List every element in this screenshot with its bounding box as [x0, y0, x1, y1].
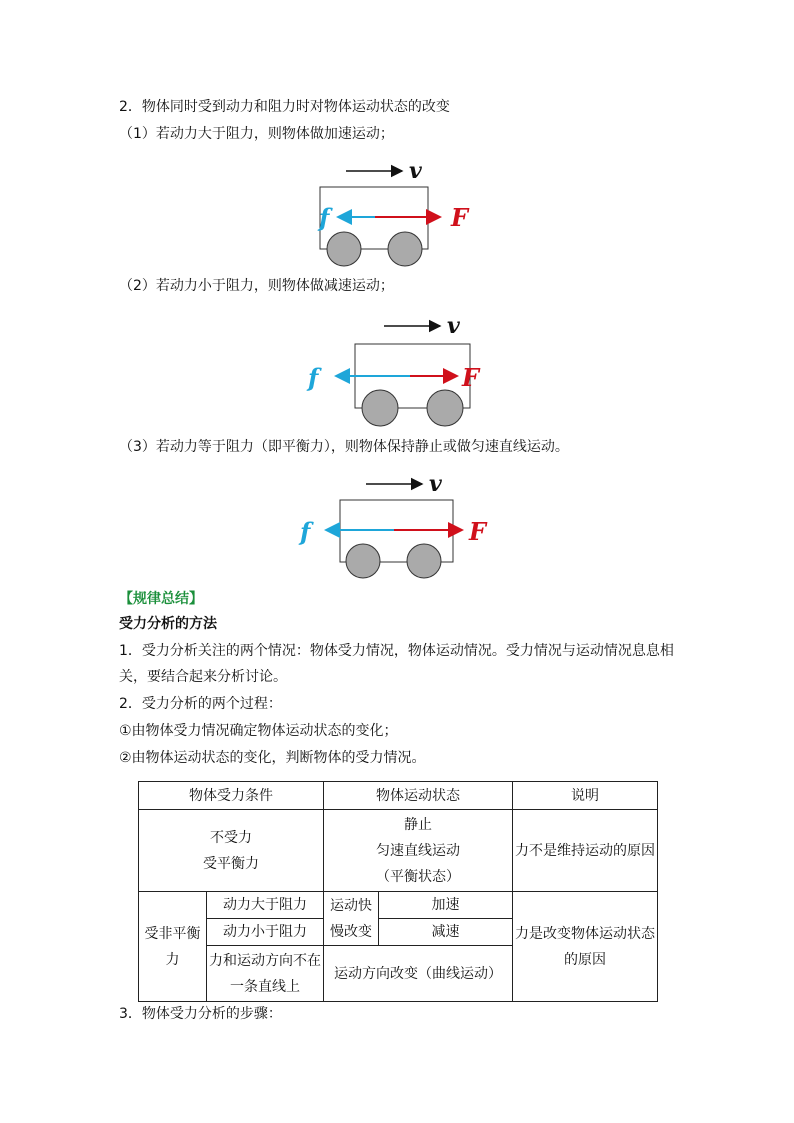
- force-motion-table: [138, 781, 658, 1002]
- case-1-text: （1）若动力大于阻力，则物体做加速运动；: [119, 126, 394, 142]
- header-note: 说明: [513, 782, 658, 810]
- table-row-balanced: [139, 810, 658, 892]
- friction-label: f: [308, 363, 319, 392]
- cond-driving-greater: 动力大于阻力: [207, 892, 324, 919]
- header-state: 物体运动状态: [324, 782, 513, 810]
- table-row-unbalanced-1: [139, 892, 658, 919]
- wheel-right: [388, 232, 422, 266]
- case-2-text: （2）若动力小于阻力，则物体做减速运动；: [119, 278, 394, 294]
- velocity-label: v: [447, 313, 460, 339]
- state-equilibrium: （平衡状态）: [376, 868, 460, 885]
- wheel-left: [327, 232, 361, 266]
- balanced-note-cell: 力不是维持运动的原因: [513, 810, 658, 892]
- friction-label: f: [319, 203, 330, 232]
- state-accelerate: 加速: [379, 892, 513, 919]
- state-rest: 静止: [404, 816, 432, 833]
- driving-force-label: F: [469, 517, 487, 546]
- unbalanced-group-cell: 受非平衡力: [139, 892, 207, 1002]
- friction-label: f: [300, 517, 311, 546]
- cond-not-collinear: 力和运动方向不在一条直线上: [207, 946, 324, 1002]
- summary-point-3: 3．物体受力分析的步骤：: [119, 1006, 282, 1022]
- section-2-title: 2．物体同时受到动力和阻力时对物体运动状态的改变: [119, 99, 450, 115]
- summary-heading: 【规律总结】: [119, 591, 203, 607]
- summary-point-2: 2．受力分析的两个过程：: [119, 696, 282, 712]
- figure-balanced: [300, 472, 500, 584]
- wheel-left: [346, 544, 380, 578]
- state-direction-change: 运动方向改变（曲线运动）: [324, 946, 513, 1002]
- table-header-row: [139, 782, 658, 810]
- velocity-label: v: [429, 471, 442, 497]
- summary-point-1: 1．受力分析关注的两个情况：物体受力情况，物体运动情况。受力情况与运动情况息息相关，要结合起来分析讨论。: [119, 643, 674, 685]
- state-decelerate: 减速: [379, 919, 513, 946]
- state-uniform-motion: 匀速直线运动: [376, 842, 460, 859]
- unbalanced-note-cell: 力是改变物体运动状态的原因: [513, 892, 658, 1002]
- figure-accelerating: [300, 155, 500, 270]
- summary-subheading: 受力分析的方法: [119, 616, 217, 632]
- velocity-label: v: [409, 158, 422, 184]
- wheel-right: [427, 390, 463, 426]
- balanced-condition-cell: [139, 810, 324, 892]
- figure-decelerating: [300, 312, 500, 432]
- balanced-state-cell: [324, 810, 513, 892]
- summary-point-2a: ①由物体受力情况确定物体运动状态的变化；: [119, 723, 398, 739]
- condition-balanced-force: 受平衡力: [203, 855, 259, 872]
- speed-change-cell: 运动快慢改变: [324, 892, 379, 946]
- wheel-right: [407, 544, 441, 578]
- header-condition: 物体受力条件: [139, 782, 324, 810]
- wheel-left: [362, 390, 398, 426]
- driving-force-label: F: [462, 363, 480, 392]
- summary-point-2b: ②由物体运动状态的变化，判断物体的受力情况。: [119, 750, 426, 766]
- cond-driving-less: 动力小于阻力: [207, 919, 324, 946]
- case-3-text: （3）若动力等于阻力（即平衡力），则物体保持静止或做匀速直线运动。: [119, 439, 569, 455]
- driving-force-label: F: [451, 203, 469, 232]
- condition-no-force: 不受力: [210, 829, 252, 846]
